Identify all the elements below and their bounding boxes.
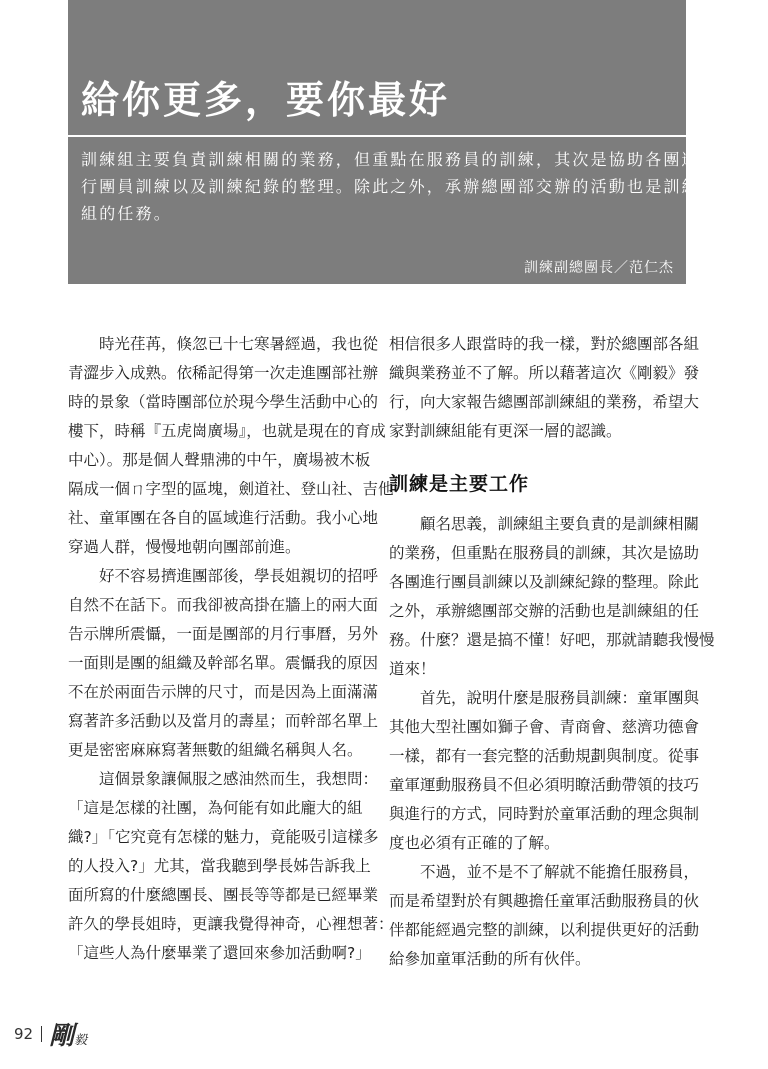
- text-line: 一面則是團的組織及幹部名單。震懾我的原因: [68, 654, 379, 672]
- text-line: 的人投入?」尤其，當我聽到學長姊告訴我上: [68, 857, 371, 875]
- text-line: 的業務，但重點在服務員的訓練，其次是協助: [389, 544, 700, 562]
- page-footer: [14, 1014, 87, 1054]
- text-line: 一樣，都有一套完整的活動規劃與制度。從事: [389, 747, 700, 765]
- text-line: 更是密密麻麻寫著無數的組織名稱與人名。: [68, 741, 363, 759]
- text-line: 務。什麼？還是搞不懂！好吧，那就請聽我慢慢: [389, 631, 715, 649]
- text-line: 這個景象讓佩服之感油然而生，我想問：: [99, 770, 379, 788]
- text-line: 家對訓練組能有更深一層的認識。: [389, 422, 622, 440]
- right-column: [389, 330, 715, 974]
- text-line: 好不容易擠進團部後，學長姐親切的招呼: [99, 567, 379, 585]
- text-line: 社、童軍團在各自的區域進行活動。我小心地: [68, 509, 379, 527]
- text-line: 行，向大家報告總團部訓練組的業務，希望大: [389, 393, 700, 411]
- text-line: 顧名思義，訓練組主要負責的是訓練相關: [420, 515, 700, 533]
- text-line: 之外，承辦總團部交辦的活動也是訓練組的任: [389, 602, 700, 620]
- text-line: 青澀步入成熟。依稀記得第一次走進團部社辦: [68, 364, 379, 382]
- logo-glyph: 剛: [49, 1021, 75, 1050]
- text-line: 「這是怎樣的社團，為何能有如此龐大的組: [68, 799, 363, 817]
- magazine-logo: [49, 1016, 87, 1052]
- text-line: 不過，並不是不了解就不能擔任服務員，: [420, 863, 700, 881]
- intro-line: 訓練組主要負責訓練相關的業務，但重點在服務員的訓練，其次是協助各團進: [81, 150, 700, 169]
- text-line: 不在於兩面告示牌的尺寸，而是因為上面滿滿: [68, 683, 379, 701]
- text-line: 告示牌所震懾，一面是團部的月行事曆，另外: [68, 625, 379, 643]
- text-line: 許久的學長姐時，更讓我覺得神奇，心裡想著：: [68, 915, 394, 933]
- text-line: 自然不在話下。而我卻被高掛在牆上的兩大面: [68, 596, 379, 614]
- page-number: 92: [14, 1025, 34, 1043]
- text-line: 中心）。那是個人聲鼎沸的中午，廣場被木板: [68, 451, 371, 469]
- intro-line: 組的任務。: [81, 204, 173, 223]
- text-line: 給參加童軍活動的所有伙伴。: [389, 950, 591, 968]
- text-line: 時光荏苒，倏忽已十七寒暑經過，我也從: [99, 335, 379, 353]
- text-line: 穿過人群，慢慢地朝向團部前進。: [68, 538, 301, 556]
- author-byline: 訓練副總團長／范仁杰: [524, 260, 674, 276]
- text-line: 而是希望對於有興趣擔任童軍活動服務員的伙: [389, 892, 700, 910]
- left-column: [68, 330, 394, 968]
- text-line: 與進行的方式，同時對於童軍活動的理念與制: [389, 805, 700, 823]
- text-line: 度也必須有正確的了解。: [389, 834, 560, 852]
- text-line: 織?」「它究竟有怎樣的魅力，竟能吸引這樣多: [68, 828, 379, 846]
- footer-divider: [41, 1026, 42, 1042]
- article-title: 給你更多，要你最好: [81, 77, 451, 122]
- banner-divider: [68, 135, 686, 137]
- section-heading: 訓練是主要工作: [389, 473, 530, 495]
- intro-line: 行團員訓練以及訓練紀錄的整理。除此之外，承辦總團部交辦的活動也是訓練: [81, 177, 700, 196]
- text-line: 首先，說明什麼是服務員訓練：童軍團與: [420, 689, 700, 707]
- text-line: 面所寫的什麼總團長、團長等等都是已經畢業: [68, 886, 379, 904]
- text-line: 時的景象（當時團部位於現今學生活動中心的: [68, 393, 379, 411]
- logo-glyph-small: 毅: [74, 1033, 88, 1048]
- header-banner: [68, 0, 700, 284]
- text-line: 相信很多人跟當時的我一樣，對於總團部各組: [389, 335, 700, 353]
- text-line: 各團進行團員訓練以及訓練紀錄的整理。除此: [389, 573, 700, 591]
- text-line: 其他大型社團如獅子會、青商會、慈濟功德會: [389, 718, 700, 736]
- text-line: 道來！: [389, 660, 436, 678]
- text-line: 「這些人為什麼畢業了還回來參加活動啊?」: [68, 944, 371, 962]
- text-line: 伴都能經過完整的訓練，以利提供更好的活動: [389, 921, 700, 939]
- text-line: 織與業務並不了解。所以藉著這次《剛毅》發: [389, 364, 700, 382]
- text-line: 寫著許多活動以及當月的壽星；而幹部名單上: [68, 712, 379, 730]
- text-line: 樓下，時稱『五虎崗廣場』，也就是現在的育成: [68, 422, 386, 440]
- text-line: 隔成一個ㄇ字型的區塊，劍道社、登山社、吉他: [68, 480, 394, 498]
- article-intro: [81, 146, 700, 227]
- text-line: 童軍運動服務員不但必須明瞭活動帶領的技巧: [389, 776, 700, 794]
